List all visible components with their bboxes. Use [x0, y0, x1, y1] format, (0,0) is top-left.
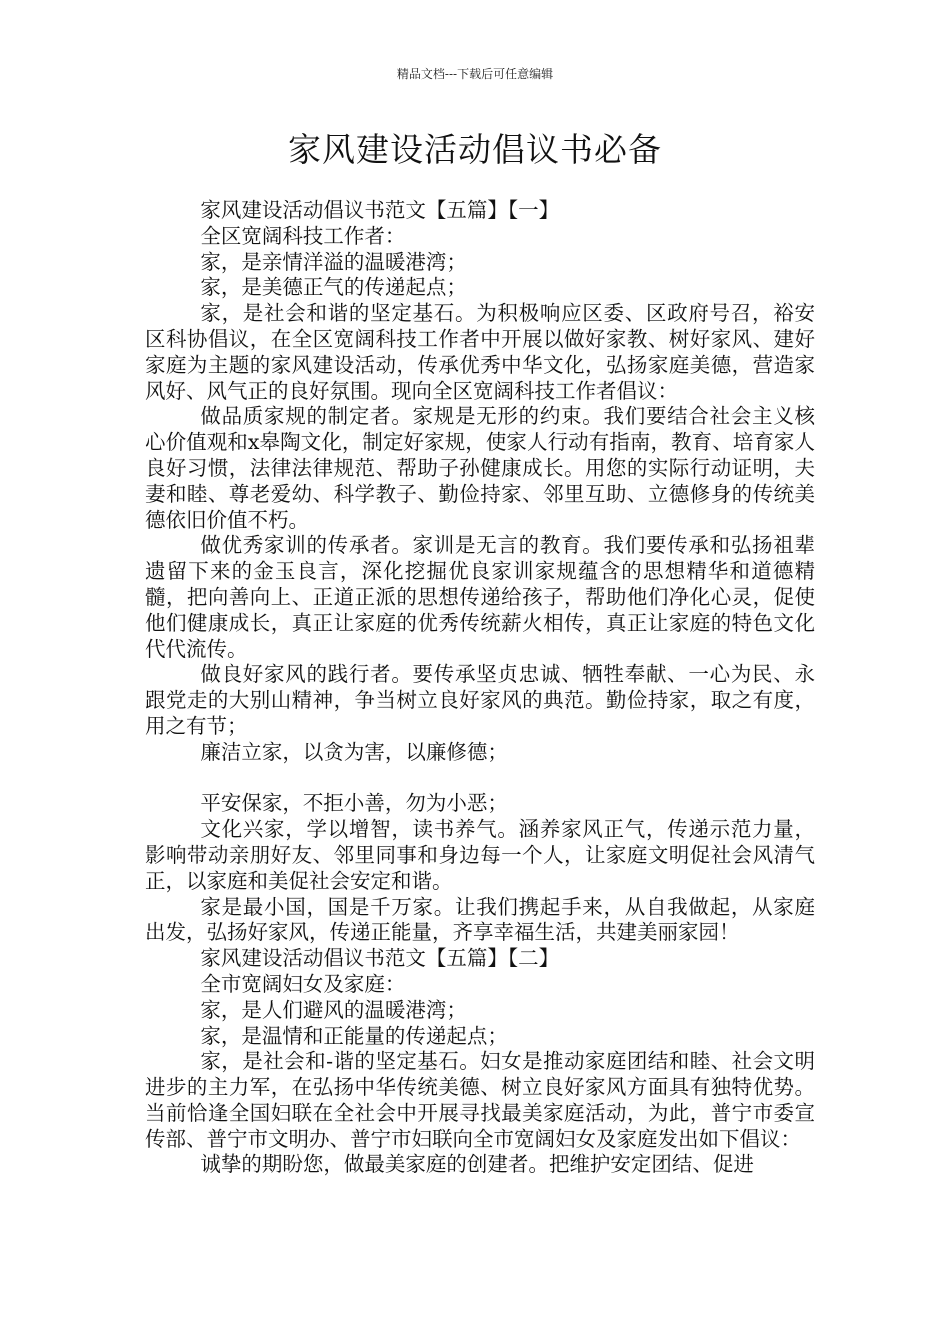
- header-note: 精品文档---下载后可任意编辑: [396, 67, 554, 81]
- paragraph: 家，是亲情洋溢的温暖港湾；: [200, 249, 467, 274]
- document-body: [145, 198, 815, 1178]
- paragraph: 做品质家规的制定者。家规是无形的约束。我们要结合社会主义核心价值观和x皋陶文化，制定好家规，使家人行动有指南，教育、培育家人良好习惯，法律法律规范、帮助子孙健康成长。用您的实际行动证明，夫妻和睦、尊老爱幼、科学教子、勤俭持家、邻里互助、立德修身的传统美德依旧价值不朽。: [145, 404, 815, 532]
- paragraph: 做优秀家训的传承者。家训是无言的教育。我们要传承和弘扬祖辈遗留下来的金玉良言，深化挖掘优良家训家规蕴含的思想精华和道德精髓，把向善向上、正道正派的思想传递给孩子，帮助他们净化心灵，促使他们健康成长，真正让家庭的优秀传统薪火相传，真正让家庭的特色文化代代流传。: [145, 533, 815, 661]
- paragraph: 文化兴家，学以增智，读书养气。涵养家风正气，传递示范力量，影响带动亲朋好友、邻里同事和身边每一个人，让家庭文明促社会风清气正，以家庭和美促社会安定和谐。: [145, 817, 815, 893]
- paragraph: 家，是人们避风的温暖港湾；: [200, 997, 467, 1022]
- paragraph: 家，是社会和-谐的坚定基石。妇女是推动家庭团结和睦、社会文明进步的主力军，在弘扬中华传统美德、树立良好家风方面具有独特优势。当前恰逢全国妇联在全社会中开展寻找最美家庭活动，为此，普宁市委宣传部、普宁市文明办、普宁市妇联向全市宽阔妇女及家庭发出如下倡议：: [145, 1049, 815, 1151]
- paragraph: 家，是温情和正能量的传递起点；: [200, 1023, 508, 1048]
- paragraph: 家，是社会和谐的坚定基石。为积极响应区委、区政府号召，裕安区科协倡议，在全区宽阔科技工作者中开展以做好家教、树好家风、建好家庭为主题的家风建设活动，传承优秀中华文化，弘扬家庭美德，营造家风好、风气正的良好氛围。现向全区宽阔科技工作者倡议：: [145, 301, 815, 403]
- section-heading: 家风建设活动倡议书范文【五篇】【一】: [200, 198, 560, 222]
- salutation: 全区宽阔科技工作者：: [200, 223, 406, 248]
- paragraph: 诚挚的期盼您，做最美家庭的创建者。把维护安定团结、促进: [200, 1152, 754, 1177]
- paragraph: 廉洁立家，以贪为害，以廉修德；: [200, 739, 508, 764]
- paragraph: 家，是美德正气的传递起点；: [200, 275, 467, 300]
- paragraph: 做良好家风的践行者。要传承坚贞忠诚、牺牲奉献、一心为民、永跟党走的大别山精神，争当树立良好家风的典范。勤俭持家，取之有度，用之有节；: [145, 662, 815, 738]
- salutation: 全市宽阔妇女及家庭：: [200, 971, 406, 996]
- blank-line: [145, 766, 815, 792]
- paragraph: 家是最小国，国是千万家。让我们携起手来，从自我做起，从家庭出发，弘扬好家风，传递正能量，齐享幸福生活，共建美丽家园！: [145, 894, 815, 945]
- document-title: 家风建设活动倡议书必备: [288, 130, 662, 169]
- paragraph: 平安保家，不拒小善，勿为小恶；: [200, 791, 508, 816]
- section-heading: 家风建设活动倡议书范文【五篇】【二】: [200, 946, 560, 971]
